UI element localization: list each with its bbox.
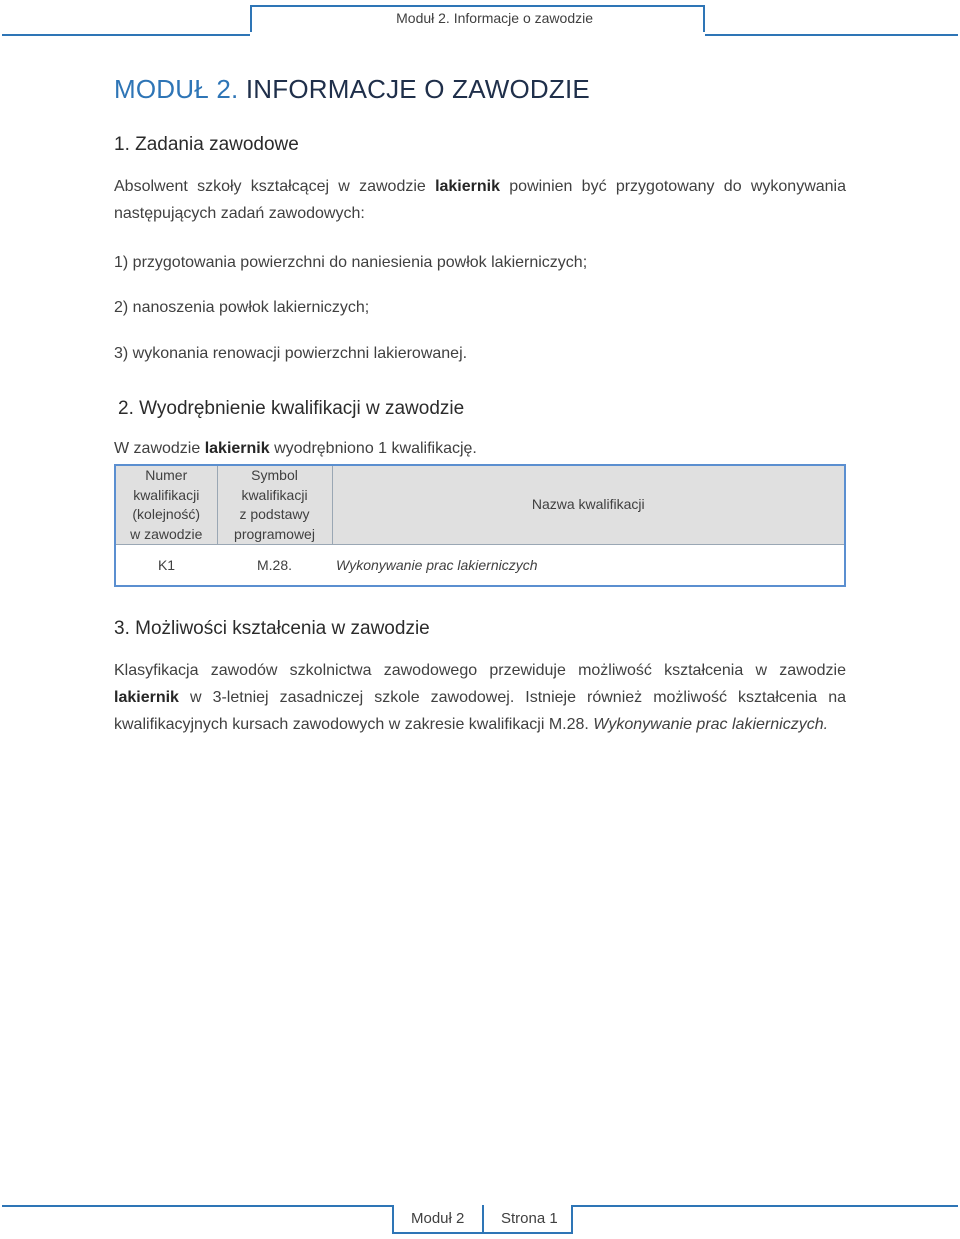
footer-rule-right [573,1205,958,1207]
section1-intro-b: powinien być przygotowany do wykonywania następujących zadań zawodowych: [114,178,847,222]
section2-intro [114,440,477,458]
cell-name: Wykonywanie prac lakierniczych [332,545,845,587]
header-number: Numer kwalifikacji (kolejność) w zawodzie [115,465,217,545]
section2-intro-b: wyodrębniono 1 kwalifikację. [274,440,477,457]
section3-text-a: Klasyfikacja zawodów szkolnictwa zawodowego przewiduje możliwość kształcenia w zawodzie [114,662,846,679]
header-rule-right [705,34,958,36]
running-title: Moduł 2. Informacje o zawodzie [396,10,593,26]
section3-heading: 3. Możliwości kształcenia w zawodzie [114,618,430,639]
task-item-1: 1) przygotowania powierzchni do naniesienia powłok lakierniczych; [114,254,588,271]
module-title-prefix: MODUŁ 2. [114,74,239,104]
section2-intro-bold: lakiernik [204,440,270,457]
section1-heading: 1. Zadania zawodowe [114,134,299,155]
cell-number: K1 [115,545,217,587]
section3-text-bold: lakiernik [114,689,179,706]
qualifications-table [114,464,846,587]
section3-text-b: w 3-letniej zasadniczej szkole zawodowej. Istnieje również możliwość kształcenia na kwalifikacyjnych kursach zawodowych w zakresie kwalifikacji M.28. [114,689,846,733]
module-title-rest: INFORMACJE O ZAWODZIE [245,74,590,104]
section1-intro-bold: lakiernik [435,178,500,195]
cell-symbol: M.28. [217,545,332,587]
task-item-2: 2) nanoszenia powłok lakierniczych; [114,299,370,316]
task-item-3: 3) wykonania renowacji powierzchni lakierowanej. [114,345,468,362]
footer-module-label: Moduł 2 [411,1210,465,1227]
header-rule-left [2,34,250,36]
header-symbol: Symbol kwalifikacji z podstawy programowej [217,465,332,545]
table-header-row [115,465,845,545]
section1-intro [114,173,846,227]
footer-page-number: Strona 1 [501,1210,558,1227]
module-title [114,74,590,105]
header-name: Nazwa kwalifikacji [332,465,845,545]
section3-text-italic: Wykonywanie prac lakierniczych. [593,716,829,733]
section1-intro-a: Absolwent szkoły kształcącej w zawodzie [114,178,426,195]
table-row [115,545,845,587]
section3-text [114,657,846,738]
section2-intro-a: W zawodzie [114,440,201,457]
footer-rule-left [2,1205,392,1207]
section2-heading: 2. Wyodrębnienie kwalifikacji w zawodzie [118,398,465,419]
